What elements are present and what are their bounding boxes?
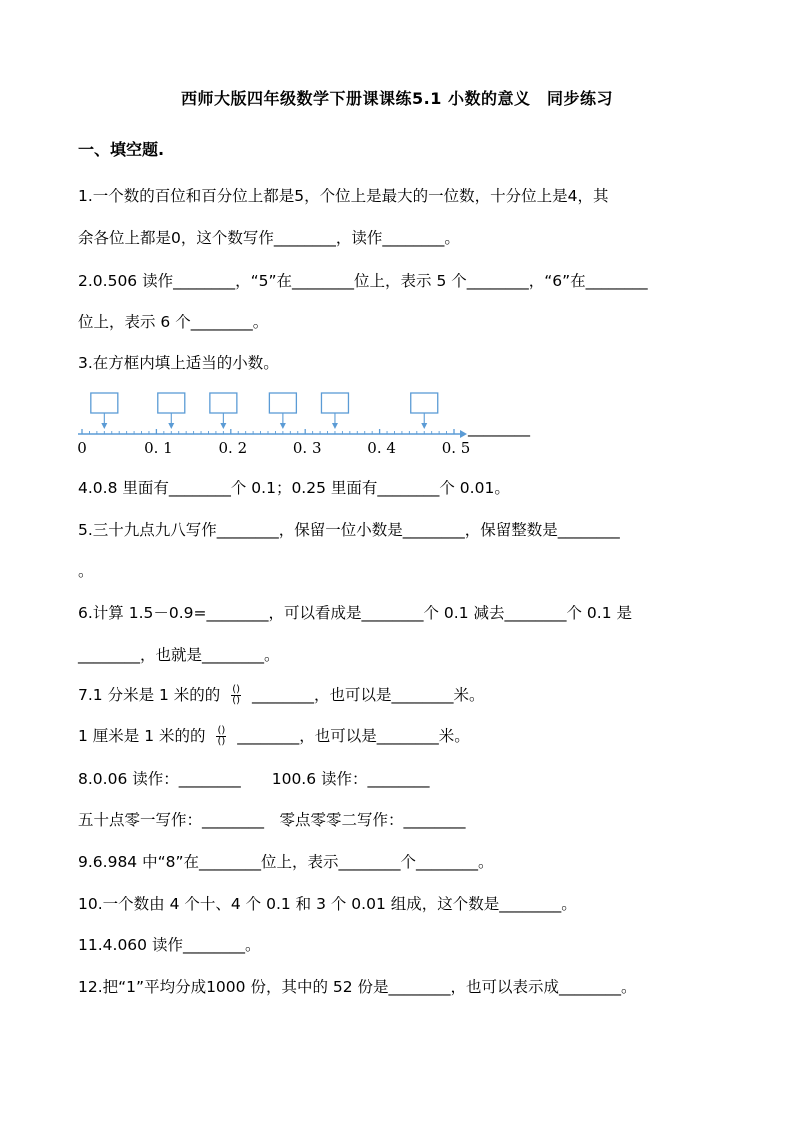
- tick-label: 0. 2: [218, 439, 248, 457]
- number-line-blank: ________: [468, 419, 530, 437]
- question-7-suffix: ________，也可以是________米。: [251, 686, 485, 704]
- pointer-arrow: [220, 423, 226, 429]
- tick-label: 0. 1: [144, 439, 173, 457]
- pointer-arrow: [101, 423, 107, 429]
- fraction-numerator: (): [232, 684, 241, 695]
- question-8-line-1: 8.0.06 读作：________ 100.6 读作：________: [78, 770, 430, 788]
- tick-label: 0. 3: [292, 439, 322, 457]
- tick-label: 0. 4: [367, 439, 396, 457]
- question-7b-suffix: ________，也可以是________米。: [237, 727, 470, 745]
- question-3: 3.在方框内填上适当的小数。: [78, 354, 279, 372]
- question-6-line-1: 6.计算 1.5－0.9=________，可以看成是________个 0.1 减去________个 0.1 是: [78, 604, 633, 622]
- tick-label: 0. 5: [441, 439, 471, 457]
- page-title: 西师大版四年级数学下册课课练5.1 小数的意义 同步练习: [181, 89, 613, 108]
- question-7b-prefix: 1 厘米是 1 米的的: [78, 727, 206, 745]
- section-heading: 一、填空题.: [78, 140, 165, 159]
- question-2-line-1: 2.0.506 读作________，“5”在________位上，表示 5 个________，“6”在________: [78, 272, 648, 290]
- answer-box: [269, 393, 296, 413]
- question-11: 11.4.060 读作________。: [78, 936, 261, 954]
- question-4: 4.0.8 里面有________个 0.1；0.25 里面有________个 0.01。: [78, 479, 510, 497]
- question-1-line-1: 1.一个数的百位和百分位上都是5，个位上是最大的一位数，十分位上是4，其: [78, 187, 609, 205]
- answer-box: [321, 393, 348, 413]
- question-1-line-2: 余各位上都是0，这个数写作________，读作________。: [78, 229, 460, 247]
- fraction-denominator: (): [232, 695, 241, 706]
- answer-box: [158, 393, 185, 413]
- fraction-denominator: (): [217, 736, 226, 747]
- fraction: [216, 726, 226, 747]
- question-6-line-2: ________，也就是________。: [78, 646, 280, 664]
- pointer-arrow: [168, 423, 174, 429]
- question-5-line-2: 。: [78, 562, 94, 580]
- question-8-line-2: 五十点零一写作：________ 零点零零二写作：________: [78, 811, 466, 829]
- question-7-line-2: [78, 726, 470, 747]
- answer-box: [210, 393, 237, 413]
- question-5-line-1: 5.三十九点九八写作________，保留一位小数是________，保留整数是________: [78, 521, 620, 539]
- answer-box: [91, 393, 118, 413]
- question-9: 9.6.984 中“8”在________位上，表示________个________。: [78, 853, 494, 871]
- question-10: 10.一个数由 4 个十、4 个 0.1 和 3 个 0.01 组成，这个数是________。: [78, 895, 577, 913]
- pointer-arrow: [280, 423, 286, 429]
- tick-label: 0: [77, 439, 87, 457]
- question-7-line-1: [78, 685, 485, 706]
- pointer-arrow: [332, 423, 338, 429]
- fraction-numerator: (): [217, 725, 226, 736]
- axis-arrow: [460, 430, 467, 438]
- question-2-line-2: 位上，表示 6 个________。: [78, 313, 269, 331]
- fraction: [231, 685, 241, 706]
- question-7-prefix: 7.1 分米是 1 米的的: [78, 686, 221, 704]
- question-12: 12.把“1”平均分成1000 份，其中的 52 份是________，也可以表示成________。: [78, 978, 637, 996]
- pointer-arrow: [421, 423, 427, 429]
- answer-box: [411, 393, 438, 413]
